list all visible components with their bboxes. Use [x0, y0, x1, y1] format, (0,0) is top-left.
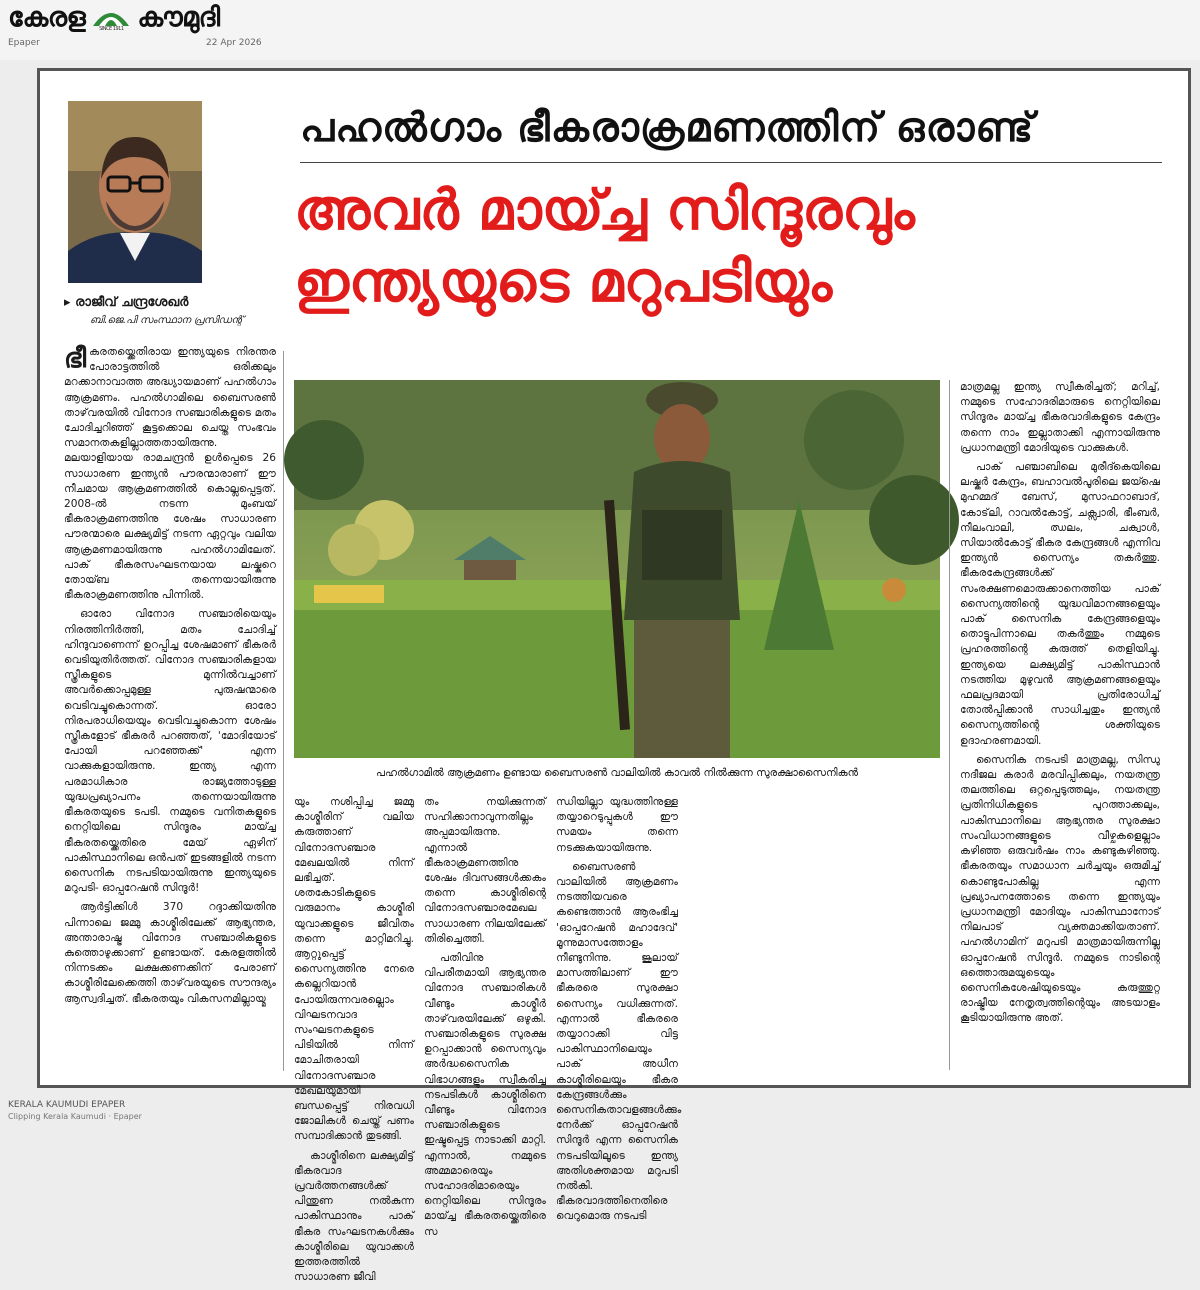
photo-caption: പഹൽഗാമിൽ ആക്രമണം ഉണ്ടായ ബൈസരൺ വാലിയിൽ കാവൽ നിൽക്കുന്ന സുരക്ഷാസൈനികൻ — [375, 767, 859, 779]
author-name: രാജീവ് ചന്ദ്രശേഖർ — [75, 295, 189, 310]
brand-name-left: കേരള — [8, 2, 86, 33]
paragraph: സൈനിക നടപടി മാത്രമല്ല, സിന്ധു നദീജല കരാർ മരവിപ്പിക്കലും, നയതന്ത്ര തലത്തിലെ ഒറ്റപ്പെടുത്തലും, നയതന്ത്ര പ്രതിനിധികളുടെ പുറത്താക്കലും, പാകിസ്ഥാനിലെ ആഭ്യന്തര സുരക്ഷാ സംവിധാനങ്ങളുടെ വീഴ്ചകളെല്ലാം കഴിഞ്ഞ ഒരുവർഷം നാം കണ്ടുകഴിഞ്ഞു. ഭീകരതയും സമാധാന ചർച്ചയും ഒരുമിച്ച് കൊണ്ടുപോകില്ല എന്ന പ്രഖ്യാപനത്തോടെ തന്നെ ഇന്ത്യയും പ്രധാനമന്ത്രി മോദിയും പാകിസ്ഥാനോട് നിലപാട് വ്യക്തമാക്കിയതാണ്. പഹൽഗാമിന് മറുപടി മാത്രമായിരുന്നില്ല ഓപ്പറേഷൻ സിന്ദൂർ. നമ്മുടെ നാടിന്റെ ഒത്തൊരുമയുടെയും സൈനികശേഷിയുടെയും കരുത്തുറ്റ രാഷ്ട്രീയ നേതൃത്വത്തിന്റെയും അടയാളം കൂടിയായിരുന്നു അത്. — [960, 753, 1160, 1025]
column-5 — [960, 380, 1160, 1031]
paragraph: ആർട്ടിക്കിൾ 370 റദ്ദാക്കിയതിനു പിന്നാലെ ജമ്മു കാശ്മീരിലേക്ക് ആഭ്യന്തര, അന്താരാഷ്ട്ര വിനോദ സഞ്ചാരികളുടെ കുത്തൊഴുക്കാണ് ഉണ്ടായത്. കേരളത്തിൽ നിന്നടക്കം ലക്ഷക്കണക്കിന് പേരാണ് കാശ്മീരിലേക്കെത്തി താഴ്‌വരയുടെ സൗന്ദര്യം ആസ്വദിച്ചത്. ഭീകരതയും വികസനമില്ലായ്മ — [64, 901, 276, 1005]
column-divider — [949, 380, 950, 1070]
author-byline — [64, 295, 188, 310]
kicker-heading: പഹൽഗാം ഭീകരാക്രമണത്തിന് ഒരാണ്ട് — [300, 105, 1035, 151]
footer-brand: KERALA KAUMUDI EPAPER — [8, 1100, 126, 1110]
lamp-emblem-icon — [89, 4, 133, 32]
paragraph: കാശ്മീരിനെ ലക്ഷ്യമിട്ട് ഭീകരവാദ പ്രവർത്തനങ്ങൾക്ക് പിന്തുണ നൽകുന്ന പാകിസ്ഥാനും പാക് ഭീകര സംഘടനകൾക്കും കാശ്മീരിലെ യുവാക്കൾ ഇത്തരത്തിൽ സാധാരണ ജീവി — [294, 1149, 414, 1284]
headline-line-1: അവർ മായ്ച്ച സിന്ദൂരവും — [294, 178, 915, 243]
dropcap: ഭീ — [64, 343, 87, 374]
headline-line-2: ഇന്ത്യയുടെ മറുപടിയും — [294, 250, 833, 315]
paragraph: ന്ധിയില്ലാ യുദ്ധത്തിനുള്ള തയ്യാറെടുപ്പുകൾ ഈ സമയം തന്നെ നടക്കുകയായിരുന്നു. — [556, 796, 678, 854]
paragraph: തം നയിക്കുന്നത് സഹിക്കാനാവുന്നതില്ലം അപ്പമായിരുന്നു. എന്നാൽ ഭീകരാക്രമണത്തിനു ശേഷം ദിവസങ്ങൾക്കകം തന്നെ കാശ്മീരിന്റെ വിനോദസഞ്ചാരമേഖല സാധാരണ നിലയിലേക്ക് തിരിച്ചെത്തി. — [424, 796, 546, 945]
paragraph: പാക് പഞ്ചാബിലെ മുരീദ്കെയിലെ ലഷ്കർ കേന്ദ്രം, ബഹാവൽപൂരിലെ ജയ്ഷെ മുഹമ്മദ് ബേസ്, മുസാഫറാബാദ്, കോട്‌ലി, റാവൽകോട്ട്, ചക്സ്വാരി, ഭീംബർ, നീലംവാലി, ഝലം, ചക്വാൾ, സിയാൽകോട്ട് ഭീകര കേന്ദ്രങ്ങൾ എന്നിവ ഇന്ത്യൻ സൈന്യം തകർത്തു. ഭീകരകേന്ദ്രങ്ങൾക്ക് സംരക്ഷണമൊരുക്കാനെത്തിയ പാക് സൈന്യത്തിന്റെ യുദ്ധവിമാനങ്ങളെയും പാക് സൈനിക കേന്ദ്രങ്ങളെയും തൊട്ടുപിന്നാലെ തകർത്തും നമ്മുടെ പ്രഹരത്തിന്റെ കരുത്ത് തെളിയിച്ചു. ഇന്ത്യയെ ലക്ഷ്യമിട്ട് പാകിസ്ഥാൻ നടത്തിയ മുഴുവൻ ആക്രമണങ്ങളെയും ഫലപ്രദമായി പ്രതിരോധിച്ച് തോൽപ്പിക്കാൻ സാധിച്ചതും ഇന്ത്യൻ സൈന്യത്തിന്റെ ശക്തിയുടെ ഉദാഹരണമായി. — [960, 461, 1160, 747]
brand-name-right: കൗമുദി — [137, 2, 220, 33]
paragraph: ഓരോ വിനോദ സഞ്ചാരിയെയും നിരത്തിനിർത്തി, മതം ചോദിച്ച് ഹിന്ദുവാണെന്ന് ഉറപ്പിച്ച ശേഷമാണ് ഭീകരർ വെടിയുതിർത്തത്. വിനോദ സഞ്ചാരികളായ സ്ത്രീകളുടെ മുന്നിൽവച്ചാണ് അവർക്കൊപ്പമുള്ള പുരുഷന്മാരെ വെടിവച്ചുകൊന്നത്. ഓരോ നിരപരാധിയെയും വെടിവച്ചുകൊന്ന ശേഷം സ്ത്രീകളോട് ഭീകരർ പറഞ്ഞത്, 'മോദിയോട് പോയി പറഞ്ഞേക്ക്' എന്ന വാക്കുകളായിരുന്നു. ഇന്ത്യ എന്ന പരമാധികാര രാജ്യത്തോടുള്ള യുദ്ധപ്രഖ്യാപനം തന്നെയായിരുന്നു ഭീകരതയുടെ ടപടി. നമ്മുടെ വനിതകളുടെ നെറ്റിയിലെ സിന്ദൂരം മായ്ച്ച ഭീകരതയ്ക്കെതിരെ മേയ് ഏഴിന് പാകിസ്ഥാനിലെ ഒൻപത് ഇടങ്ങളിൽ നടന്ന സൈനിക നടപടിയായിരുന്നു ഇന്ത്യയുടെ മറുപടി- ഓപ്പറേഷൻ സിന്ദൂർ! — [64, 608, 276, 895]
column-3 — [424, 795, 546, 1244]
column-4 — [556, 795, 682, 1229]
issue-date: 22 Apr 2026 — [206, 38, 262, 48]
column-divider — [283, 351, 284, 1071]
column-1 — [64, 345, 276, 1011]
paragraph: മാത്രമല്ല ഇന്ത്യ സ്വീകരിച്ചത്; മറിച്ച്, നമ്മുടെ സഹോദരിമാരുടെ നെറ്റിയിലെ സിന്ദൂരം മായ്ച്ച ഭീകരവാദികളുടെ കേന്ദ്രം തന്നെ നാം ഇല്ലാതാക്കി എന്നായിരുന്നു പ്രധാനമന്ത്രി മോദിയുടെ വാക്കുകൾ. — [960, 381, 1160, 454]
column-2 — [294, 795, 414, 1290]
brand-logo[interactable] — [8, 2, 220, 34]
footer-note: Clipping Kerala Kaumudi · Epaper — [8, 1112, 142, 1121]
epaper-label: Epaper — [8, 38, 40, 48]
paragraph — [64, 345, 276, 603]
paragraph-text: കരതയ്ക്കെതിരായ ഇന്ത്യയുടെ നിരന്തര പോരാട്ടത്തിൽ ഒരിക്കലും മറക്കാനാവാത്ത അദ്ധ്യായമാണ് പഹൽഗാം ആക്രമണം. പഹൽഗാമിലെ ബൈസരൺ താഴ്‌വരയിൽ വിനോദ സഞ്ചാരികളുടെ മതം ചോദിച്ചറിഞ്ഞ് കൂട്ടക്കൊല ചെയ്ത സംഭവം സമാനതകളില്ലാത്തതായിരുന്നു. മലയാളിയായ രാമചന്ദ്രൻ ഉൾപ്പെടെ 26 സാധാരണ ഇന്ത്യൻ പൗരന്മാരാണ് ഈ നീചമായ ആക്രമണത്തിൽ കൊല്ലപ്പെട്ടത്. 2008-ൽ നടന്ന മുംബയ് ഭീകരാക്രമണത്തിനു ശേഷം സാധാരണ പൗരന്മാരെ ലക്ഷ്യമിട്ട് നടന്ന ഏറ്റവും വലിയ ആക്രമണമായിരുന്നു പഹൽഗാമിലേത്. പാക് ഭീകരസംഘടനയായ ലഷ്കറെ തോയ്ബ തന്നെയായിരുന്നു ഭീകരാക്രമണത്തിനു പിന്നിൽ. — [64, 346, 276, 602]
since-label: SINCE 1911 — [99, 26, 124, 32]
bullet-icon: ▸ — [64, 295, 71, 310]
author-role: ബി.ജെ.പി സംസ്ഥാന പ്രസിഡന്റ് — [90, 315, 244, 326]
paragraph: യും നശിപ്പിച്ച ജമ്മു കാശ്മീരിന് വലിയ കരുത്താണ് വിനോദസഞ്ചാര മേഖലയിൽ നിന്ന് ലഭിച്ചത്. ശതകോടികളുടെ വരുമാനം കാശ്മീരി യുവാക്കളുടെ ജീവിതം തന്നെ മാറ്റിമറിച്ചു. ആറ്റുപ്പെട്ട് സൈന്യത്തിനു നേരെ കല്ലെറിയാൻ പോയിരുന്നവരല്ലൊം വിഘടനവാദ സംഘടനകളുടെ പിടിയിൽ നിന്ന് മോചിതരായി വിനോദസഞ്ചാര മേഖലയുമായി ബന്ധപ്പെട്ട് നിരവധി ജോലികൾ ചെയ്ത് പണം സമ്പാദിക്കാൻ തുടങ്ങി. — [294, 796, 414, 1143]
kicker-divider — [300, 162, 1162, 163]
paragraph: പതിവിനു വിപരീതമായി ആഭ്യന്തര വിനോദ സഞ്ചാരികൾ വീണ്ടും കാശ്മീർ താഴ്‌വരയിലേക്ക് ഒഴുകി. സഞ്ചാരികളുടെ സുരക്ഷ ഉറപ്പാക്കാൻ സൈന്യവും അർദ്ധസൈനിക വിഭാഗങ്ങളും സ്വീകരിച്ച നടപടികൾ കാശ്മീരിനെ വീണ്ടും വിനോദ സഞ്ചാരികളുടെ ഇഷ്ടപ്പെട്ട നാടാക്കി മാറ്റി. എന്നാൽ, നമ്മുടെ അമ്മമാരെയും സഹോദരിമാരെയും നെറ്റിയിലെ സിന്ദൂരം മായ്ച്ച ഭീകരതയ്ക്കെതിരെ സ — [424, 952, 546, 1238]
paragraph: ബൈസരൺ വാലിയിൽ ആക്രമണം നടത്തിയവരെ കണ്ടെത്താൻ ആരംഭിച്ച 'ഓപ്പറേഷൻ മഹാദേവ്' മൂന്നുമാസത്തോളം നീണ്ടുനിന്നു. ജൂലായ് മാസത്തിലാണ് ഈ ഭീകരരെ സുരക്ഷാ സൈന്യം വധിക്കുന്നത്. എന്നാൽ ഭീകരരെ തയ്യാറാക്കി വിട്ട പാകിസ്ഥാനിലെയും പാക് അധീന കാശ്മീരിലെയും ഭീകര കേന്ദ്രങ്ങൾക്കും സൈനികതാവളങ്ങൾക്കും നേർക്ക് ഓപ്പറേഷൻ സിന്ദൂർ എന്ന സൈനിക നടപടിയിലൂടെ ഇന്ത്യ അതിശക്തമായ മറുപടി നൽകി. ഭീകരവാദത്തിനെതിരെ വെറുമൊരു നടപടി — [556, 860, 682, 1223]
headline — [294, 175, 1174, 319]
masthead — [0, 0, 1200, 60]
soldier-photo — [294, 380, 940, 758]
author-photo — [68, 101, 202, 283]
